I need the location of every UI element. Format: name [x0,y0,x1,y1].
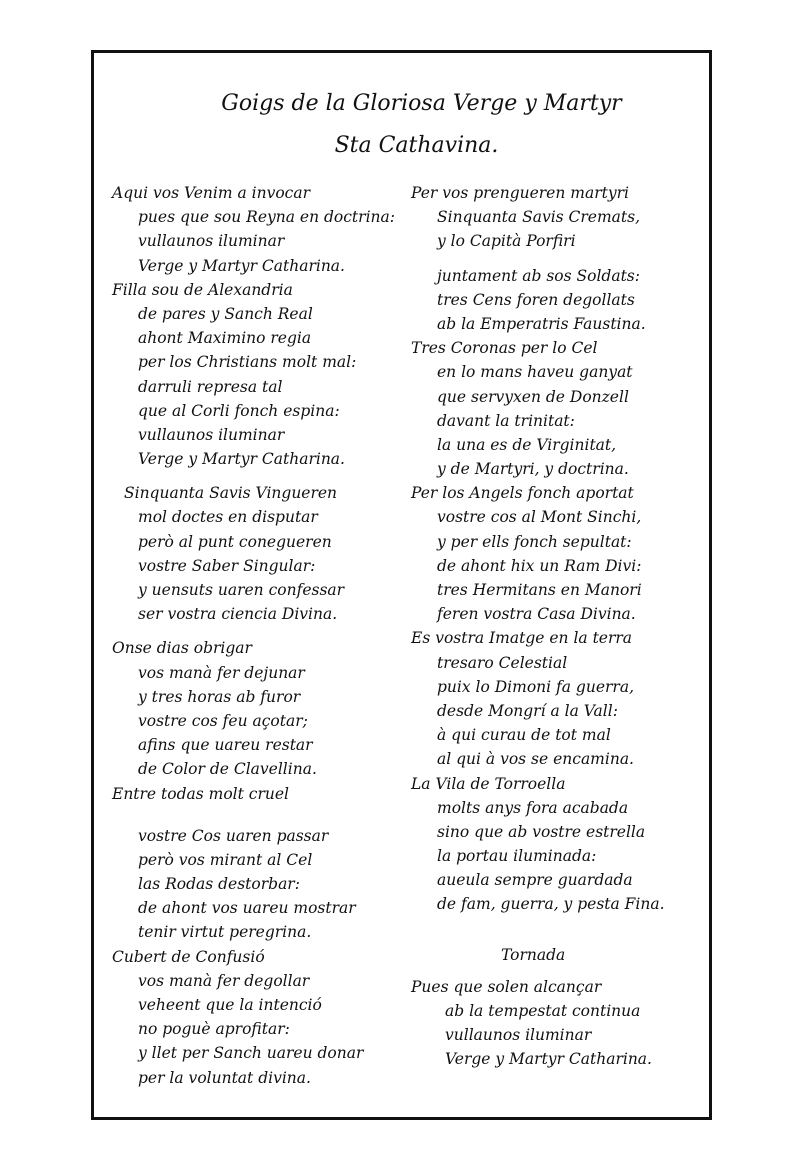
right-column [411,181,696,1071]
verse-line: y tres horas ab furor [138,687,301,706]
verse-line: sino que ab vostre estrella [437,822,646,841]
verse-line: tres Hermitans en Manori [437,581,642,599]
verse-line: mol doctes en disputar [138,508,318,527]
verse-line: ser vostra ciencia Divina. [138,605,338,624]
verse-line: y de Martyri, y doctrina. [437,460,629,479]
verse-line: vostre cos feu açotar; [138,711,308,730]
verse-line: Sinquanta Savis Cremats, [437,208,641,227]
verse-line: de ahont hix un Ram Divi: [437,556,642,575]
verse-line: Per vos prengueren martyri [411,184,629,202]
left-column [112,181,397,1090]
verse-line: que servyxen de Donzell [437,387,629,406]
verse-line: en lo mans haveu ganyat [437,363,633,382]
verse-line: puix lo Dimoni fa guerra, [437,677,634,696]
verse-line: davant la trinitat: [437,411,575,430]
page-title-line-2 [94,133,709,158]
verse-line: ahont Maximino regia [138,329,312,348]
verse-line: Aqui vos Venim a invocar [112,184,310,202]
verse-line: y lo Capità Porfiri [437,232,576,251]
manuscript-frame [91,50,712,1120]
verse-line: Es vostra Imatge en la terra [411,629,633,648]
stanza [411,481,696,626]
verse-line: y uensuts uaren confessar [138,581,345,599]
verse-line: vullaunos iluminar [138,232,285,251]
page-title: Goigs de la Gloriosa Verge y Martyr [221,91,622,116]
verse-line: Pues que solen alcançar [411,977,602,996]
verse-line: Tres Coronas per lo Cel [411,339,598,358]
stanza [112,945,397,1090]
verse-line: veheent que la intenció [138,996,322,1014]
verse-line: y per ells fonch sepultat: [437,532,632,551]
verse-line: La Vila de Torroella [411,774,566,793]
stanza [112,782,397,945]
verse-line: y llet per Sanch uareu donar [138,1044,364,1063]
verse-line: afins que uareu restar [138,736,313,755]
verse-line: juntament ab sos Soldats: [437,266,640,285]
verse-line: desde Mongrí a la Vall: [437,701,618,720]
verse-line: però al punt conegueren [138,532,332,551]
verse-line: no poguè aprofitar: [138,1020,290,1039]
verse-line: vos manà fer degollar [138,971,310,990]
verse-line: pues que sou Reyna en doctrina: [138,208,395,227]
verse-line: al qui à vos se encamina. [437,750,634,769]
verse-line: Entre todas molt cruel [112,784,289,803]
verse-line: Filla sou de Alexandria [112,280,293,299]
stanza [411,626,696,771]
verse-line: Cubert de Confusió [112,947,265,966]
stanza [411,336,696,481]
stanza [411,181,696,336]
page-title-line-1 [94,91,709,116]
verse-line: però vos mirant al Cel [138,850,313,869]
verse-line: per la voluntat divina. [138,1068,311,1087]
verse-line: Sinquanta Savis Vingueren [124,484,338,503]
verse-line: de pares y Sanch Real [138,304,313,323]
verse-line: tresaro Celestial [437,653,568,672]
verse-line: feren vostra Casa Divina. [437,605,636,624]
verse-line: vostre Cos uaren passar [138,826,329,845]
verse-line: darruli represa tal [138,377,283,396]
verse-line: Onse dias obrigar [112,639,252,658]
verse-line: la una es de Virginitat, [437,435,617,454]
verse-line: vostre Saber Singular: [138,556,316,575]
verse-line: vos manà fer dejunar [138,663,305,682]
page-subtitle: Sta Cathavina. [334,133,499,158]
verse-line: molts anys fora acabada [437,798,629,817]
verse-line: ab la Emperatris Faustina. [437,314,646,333]
verse-line: tres Cens foren degollats [437,290,635,309]
stanza [112,278,397,472]
verse-line: Verge y Martyr Catharina. [138,256,345,275]
stanza [112,636,397,781]
verse-line: aueula sempre guardada [437,871,633,890]
verse-line: de ahont vos uareu mostrar [138,899,356,918]
verse-line: vullaunos iluminar [445,1026,592,1044]
tornada-heading: Tornada [501,945,566,964]
verse-line: Per los Angels fonch aportat [411,484,634,503]
tornada-stanza [411,935,696,1072]
verse-line: per los Christians molt mal: [138,353,357,372]
verse-line: à qui curau de tot mal [437,726,611,745]
verse-line: tenir virtut peregrina. [138,923,312,942]
verse-line: que al Corli fonch espina: [138,401,340,420]
verse-line: ab la tempestat continua [445,1001,641,1020]
stanza [411,772,696,917]
verse-line: la portau iluminada: [437,847,597,866]
verse-line: vostre cos al Mont Sinchi, [437,508,642,527]
verse-line: de fam, guerra, y pesta Fina. [437,895,665,914]
verse-line: Verge y Martyr Catharina. [445,1050,652,1069]
verse-line: las Rodas destorbar: [138,875,300,894]
verse-line: Verge y Martyr Catharina. [138,450,345,469]
stanza [112,181,397,278]
verse-line: de Color de Clavellina. [138,760,317,779]
verse-line: vullaunos iluminar [138,425,285,444]
stanza [112,481,397,626]
